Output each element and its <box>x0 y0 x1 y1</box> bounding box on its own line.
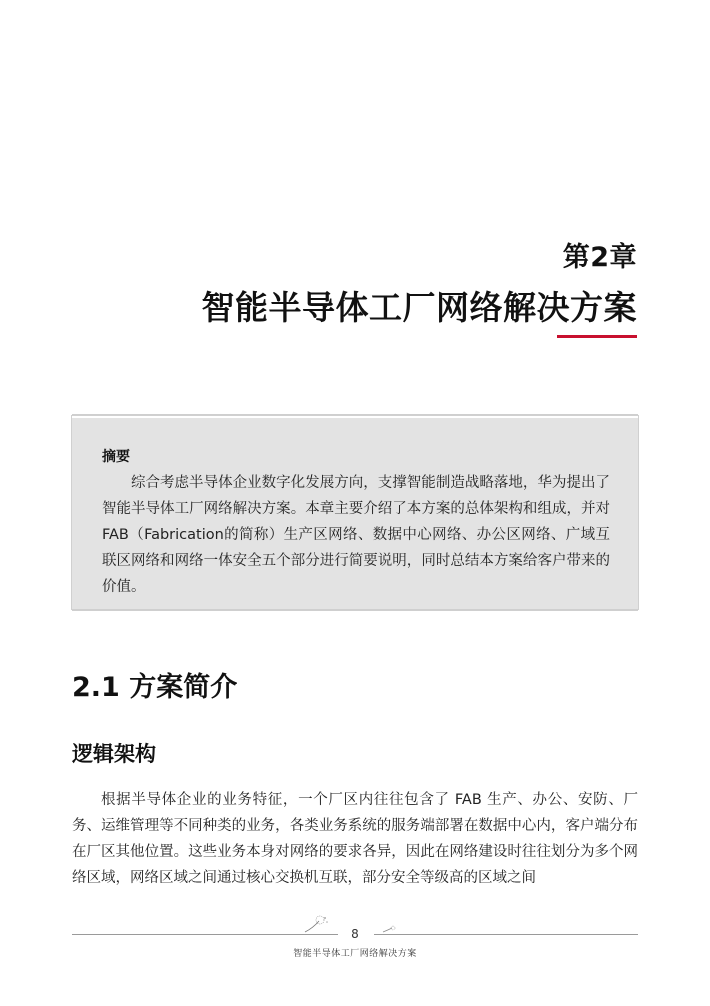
seed-ornament-icon <box>382 924 402 934</box>
abstract-rule-bottom <box>72 609 638 611</box>
chapter-title: 智能半导体工厂网络解决方案 <box>201 288 637 327</box>
body-paragraph: 根据半导体企业的业务特征，一个厂区内往往包含了 FAB 生产、办公、安防、厂务、运维管理等不同种类的业务，各类业务系统的服务端部署在数据中心内，客户端分布在厂区其他位置。这些业务本身对网络的要求各异，因此在网络建设时往往划分为多个网络区域，网络区域之间通过核心交换机互联，部分安全等级高的区域之间 <box>72 792 638 886</box>
dandelion-ornament-icon <box>303 915 329 933</box>
footer-rule-left <box>72 934 338 935</box>
page-number: 8 <box>351 927 359 941</box>
chapter-number: 第2章 <box>562 242 637 273</box>
section-title: 2.1 方案简介 <box>72 672 238 703</box>
subsection-title: 逻辑架构 <box>72 742 156 766</box>
abstract-heading: 摘要 <box>102 449 130 465</box>
footer-book-title: 智能半导体工厂网络解决方案 <box>293 949 417 959</box>
footer-rule-right <box>374 934 638 935</box>
abstract-body: 综合考虑半导体企业数字化发展方向，支撑智能制造战略落地，华为提出了智能半导体工厂网络解决方案。本章主要介绍了本方案的总体架构和组成，并对FAB（Fabrication的简称）生产区网络、数据中心网络、办公区网络、广域互联区网络和网络一体安全五个部分进行简要说明，同时总结本方案给客户带来的价值。 <box>102 475 610 595</box>
chapter-underline <box>557 335 637 338</box>
chapter-header <box>202 238 638 330</box>
